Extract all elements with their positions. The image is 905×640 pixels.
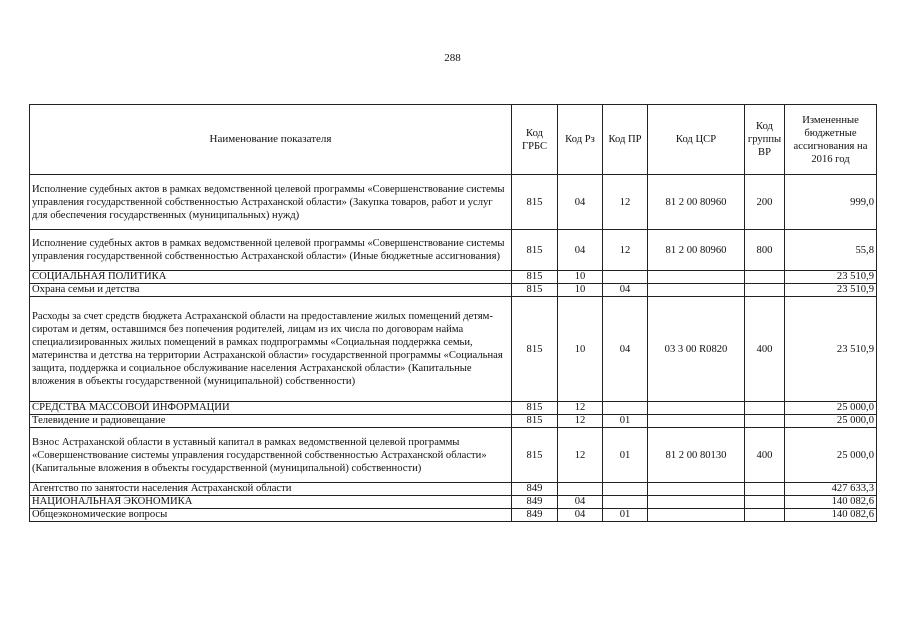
- row-vr: 200: [745, 175, 785, 230]
- row-pr: 12: [603, 230, 648, 271]
- row-vr: [745, 483, 785, 496]
- row-vr: 400: [745, 297, 785, 402]
- row-name: Расходы за счет средств бюджета Астраханской области на предоставление жилых помещений детям-сиротам и детям, оставшимся без попечения родителей, лицам из их числа по договорам найма специализированных жилых помещений в рамках подпрограммы «Социальная поддержка семьи, материнства и детства на территории Астраханской области» государственной программы «Социальная защита, поддержка и социальное обслуживание населения Астраханской области» (Капитальные вложения в объекты государственной (муниципальной) собственности): [30, 297, 512, 402]
- row-rz: 04: [558, 230, 603, 271]
- row-amount: 23 510,9: [785, 271, 877, 284]
- row-grbs: 815: [512, 297, 558, 402]
- row-pr: 04: [603, 297, 648, 402]
- row-grbs: 849: [512, 509, 558, 522]
- row-vr: [745, 284, 785, 297]
- row-rz: [558, 483, 603, 496]
- table-header-row: [30, 105, 877, 175]
- row-amount: 23 510,9: [785, 284, 877, 297]
- row-amount: 55,8: [785, 230, 877, 271]
- row-rz: 12: [558, 415, 603, 428]
- row-rz: 04: [558, 496, 603, 509]
- row-pr: [603, 496, 648, 509]
- row-name: Исполнение судебных актов в рамках ведомственной целевой программы «Совершенствование системы управления государственной собственностью Астраханской области» (Иные бюджетные ассигнования): [30, 230, 512, 271]
- row-amount: 140 082,6: [785, 496, 877, 509]
- row-csr: [648, 415, 745, 428]
- row-vr: [745, 509, 785, 522]
- header-csr: Код ЦСР: [648, 105, 745, 175]
- table-row: [30, 230, 877, 271]
- row-name: Телевидение и радиовещание: [30, 415, 512, 428]
- row-amount: 23 510,9: [785, 297, 877, 402]
- header-rz: Код Рз: [558, 105, 603, 175]
- row-amount: 999,0: [785, 175, 877, 230]
- row-name: СОЦИАЛЬНАЯ ПОЛИТИКА: [30, 271, 512, 284]
- row-pr: [603, 271, 648, 284]
- row-amount: 25 000,0: [785, 428, 877, 483]
- row-pr: 12: [603, 175, 648, 230]
- row-grbs: 815: [512, 415, 558, 428]
- row-amount: 427 633,3: [785, 483, 877, 496]
- row-pr: 01: [603, 509, 648, 522]
- row-grbs: 815: [512, 271, 558, 284]
- row-name: Общеэкономические вопросы: [30, 509, 512, 522]
- row-vr: 800: [745, 230, 785, 271]
- row-grbs: 815: [512, 402, 558, 415]
- row-csr: 81 2 00 80960: [648, 175, 745, 230]
- row-rz: 04: [558, 509, 603, 522]
- row-rz: 04: [558, 175, 603, 230]
- table-row: [30, 402, 877, 415]
- row-vr: [745, 496, 785, 509]
- row-vr: 400: [745, 428, 785, 483]
- row-csr: 81 2 00 80130: [648, 428, 745, 483]
- row-grbs: 815: [512, 428, 558, 483]
- row-grbs: 815: [512, 230, 558, 271]
- table-row: [30, 284, 877, 297]
- row-name: Взнос Астраханской области в уставный капитал в рамках ведомственной целевой программы «Совершенствование системы управления государственной собственностью Астраханской области» (Капитальные вложения в объекты государственной (муниципальной) собственности): [30, 428, 512, 483]
- header-grbs: Код ГРБС: [512, 105, 558, 175]
- row-name: Исполнение судебных актов в рамках ведомственной целевой программы «Совершенствование системы управления государственной собственностью Астраханской области» (Закупка товаров, работ и услуг для обеспечения государственных (муниципальных) нужд): [30, 175, 512, 230]
- row-csr: 03 3 00 R0820: [648, 297, 745, 402]
- table-row: [30, 509, 877, 522]
- page-number: 288: [444, 52, 461, 64]
- row-csr: [648, 271, 745, 284]
- header-name: Наименование показателя: [30, 105, 512, 175]
- row-csr: 81 2 00 80960: [648, 230, 745, 271]
- row-csr: [648, 509, 745, 522]
- row-amount: 25 000,0: [785, 415, 877, 428]
- row-csr: [648, 483, 745, 496]
- row-csr: [648, 284, 745, 297]
- row-rz: 10: [558, 271, 603, 284]
- budget-table: [29, 104, 877, 522]
- row-pr: 01: [603, 415, 648, 428]
- row-name: Охрана семьи и детства: [30, 284, 512, 297]
- row-grbs: 815: [512, 175, 558, 230]
- row-rz: 10: [558, 297, 603, 402]
- row-grbs: 849: [512, 496, 558, 509]
- table-row: [30, 175, 877, 230]
- header-vr: Код группы ВР: [745, 105, 785, 175]
- row-vr: [745, 415, 785, 428]
- table-row: [30, 496, 877, 509]
- table-row: [30, 483, 877, 496]
- row-amount: 25 000,0: [785, 402, 877, 415]
- row-vr: [745, 402, 785, 415]
- table-row: [30, 428, 877, 483]
- row-name: СРЕДСТВА МАССОВОЙ ИНФОРМАЦИИ: [30, 402, 512, 415]
- row-pr: [603, 483, 648, 496]
- row-pr: 04: [603, 284, 648, 297]
- row-pr: 01: [603, 428, 648, 483]
- table-row: [30, 297, 877, 402]
- row-name: Агентство по занятости населения Астраханской области: [30, 483, 512, 496]
- row-pr: [603, 402, 648, 415]
- row-csr: [648, 402, 745, 415]
- table-row: [30, 415, 877, 428]
- row-csr: [648, 496, 745, 509]
- header-amount: Измененные бюджетные ассигнования на 2016 год: [785, 105, 877, 175]
- row-name: НАЦИОНАЛЬНАЯ ЭКОНОМИКА: [30, 496, 512, 509]
- table-row: [30, 271, 877, 284]
- row-vr: [745, 271, 785, 284]
- row-grbs: 849: [512, 483, 558, 496]
- row-amount: 140 082,6: [785, 509, 877, 522]
- row-rz: 10: [558, 284, 603, 297]
- row-grbs: 815: [512, 284, 558, 297]
- header-pr: Код ПР: [603, 105, 648, 175]
- row-rz: 12: [558, 402, 603, 415]
- row-rz: 12: [558, 428, 603, 483]
